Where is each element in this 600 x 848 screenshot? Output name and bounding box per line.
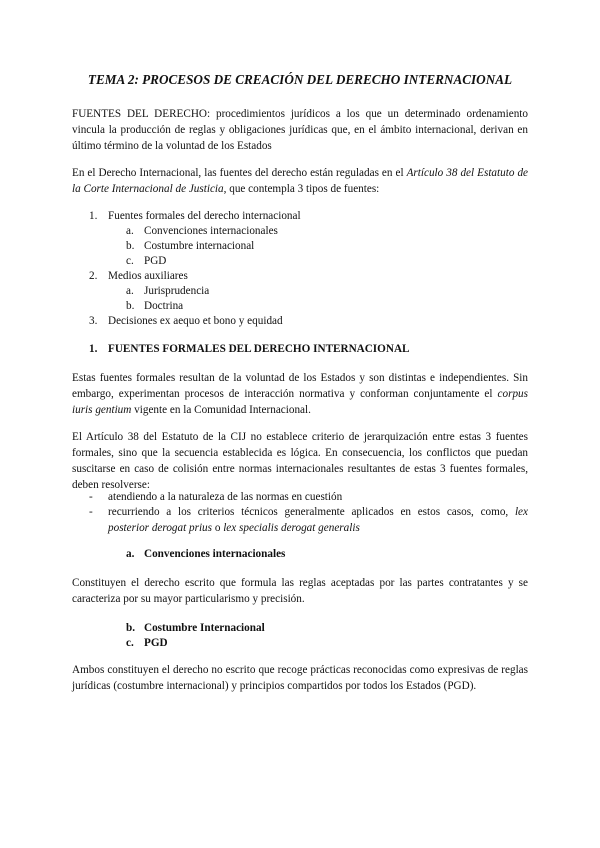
list-item: Decisiones ex aequo et bono y equidad	[108, 315, 283, 327]
sublist-letter: b.	[126, 300, 135, 312]
sublist-item: Jurisprudencia	[144, 285, 210, 297]
sublist-item: Doctrina	[144, 300, 184, 312]
sublist-letter: a.	[126, 225, 134, 237]
subsection-heading: Convenciones internacionales	[144, 548, 286, 560]
sublist-item: Costumbre internacional	[144, 240, 255, 252]
section-heading: FUENTES FORMALES DEL DERECHO INTERNACIONAL	[108, 343, 410, 355]
dash-bullet: -	[89, 506, 93, 518]
intro-paragraph: FUENTES DEL DERECHO: procedimientos jurídicos a los que un determinado ordenamiento vincula la producción de reglas y obligaciones jurídicas que, en el ámbito internacional, derivan en último término de la voluntad de los Estados	[72, 108, 528, 152]
sublist-letter: a.	[126, 285, 134, 297]
conventions-paragraph: Constituyen el derecho escrito que formula las reglas aceptadas por las partes contratantes y se caracteriza por su mayor particularismo y precisión.	[72, 577, 528, 605]
custom-principles-paragraph: Ambos constituyen el derecho no escrito que recoge prácticas reconocidas como expresivas de reglas jurídicas (costumbre internacional) y principios compartidos por todos los Estados (PGD).	[72, 664, 528, 692]
list-number: 3.	[89, 315, 98, 327]
page-title: TEMA 2: PROCESOS DE CREACIÓN DEL DERECHO INTERNACIONAL	[87, 72, 513, 87]
formal-sources-paragraph: Estas fuentes formales resultan de la voluntad de los Estados y son distintas e independientes. Sin embargo, experimentan procesos de interacción normativa y conforman conjuntamente el corpus iuris gentium vigente en la Comunidad Internacional.	[72, 372, 528, 416]
list-number: 2.	[89, 270, 98, 282]
list-item: Medios auxiliares	[108, 270, 188, 282]
sublist-letter: c.	[126, 255, 134, 267]
dash-item: recurriendo a los criterios técnicos generalmente aplicados en estos casos, como, lex posterior derogat prius o lex specialis derogat generalis	[108, 506, 528, 534]
list-item: Fuentes formales del derecho internacional	[108, 210, 301, 222]
subsection-heading: PGD	[144, 637, 168, 649]
subsection-heading: Costumbre Internacional	[144, 622, 265, 634]
section-number: 1.	[89, 343, 98, 355]
subsection-letter: b.	[126, 622, 136, 634]
subsection-letter: a.	[126, 548, 135, 560]
sublist-item: Convenciones internacionales	[144, 225, 278, 237]
sources-paragraph: En el Derecho Internacional, las fuentes del derecho están reguladas en el Artículo 38 del Estatuto de la Corte Internacional de Justicia, que contempla 3 tipos de fuentes:	[72, 167, 528, 195]
subsection-letter: c.	[126, 637, 134, 649]
sublist-item: PGD	[144, 255, 167, 267]
sublist-letter: b.	[126, 240, 135, 252]
dash-item: atendiendo a la naturaleza de las normas en cuestión	[108, 491, 343, 503]
list-number: 1.	[89, 210, 98, 222]
hierarchy-paragraph: El Artículo 38 del Estatuto de la CIJ no establece criterio de jerarquización entre estas 3 fuentes formales, sino que la secuencia establecida es lógica. En consecuencia, los conflictos que puedan suscitarse en caso de colisión entre normas internacionales resultantes de estas 3 fuentes formales, deben resolverse:	[72, 431, 528, 491]
dash-bullet: -	[89, 491, 93, 503]
